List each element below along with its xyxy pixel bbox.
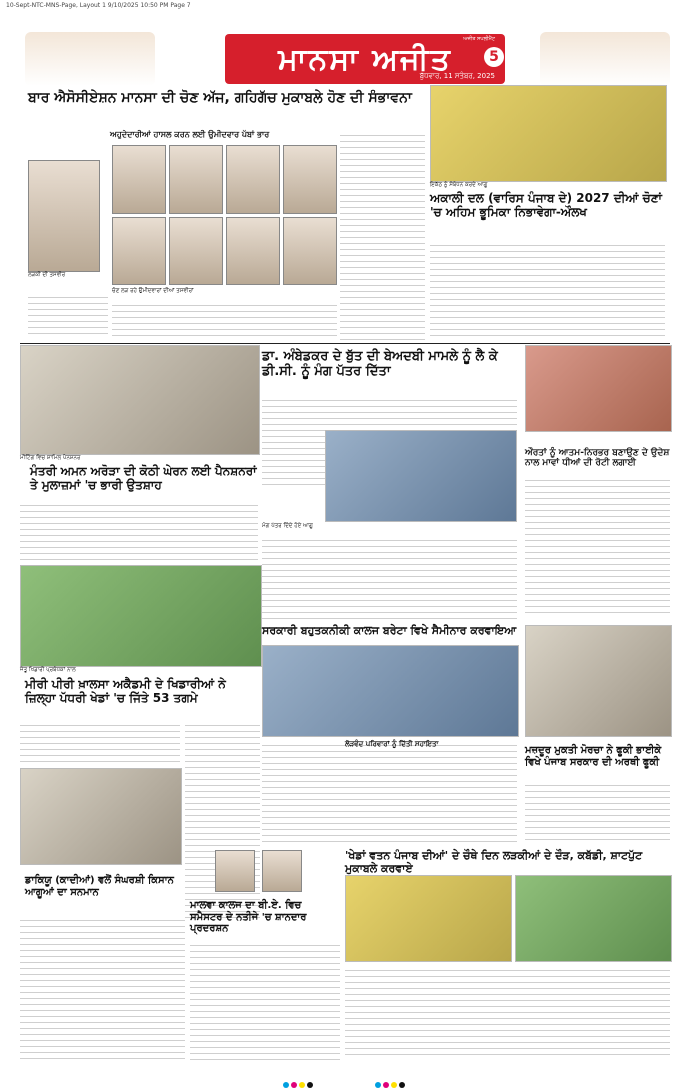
story8-photo: [525, 625, 672, 737]
story10-headline: ਮਾਲਵਾ ਕਾਲਜ ਦਾ ਬੀ.ਏ. ਵਿਚ ਸਮੈਸਟਰ ਦੇ ਨਤੀਜੇ 'ਚ ਸ਼ਾਨਦਾਰ ਪ੍ਰਦਰਸ਼ਨ: [190, 900, 307, 934]
story3-headline: ਡਾ. ਅੰਬੇਡਕਰ ਦੇ ਬੁੱਤ ਦੀ ਬੇਅਦਬੀ ਮਾਮਲੇ ਨੂੰ ਲੈ ਕੇ ਡੀ.ਸੀ. ਨੂੰ ਮੰਗ ਪੱਤਰ ਦਿੱਤਾ: [262, 349, 498, 379]
student-photo-2: [262, 850, 302, 892]
story8-headline: ਮਜ਼ਦੂਰ ਮੁਕਤੀ ਮੋਰਚਾ ਨੇ ਫੂਕੀ ਭਾਈਕੇ ਵਿਖੇ ਪੰਜਾਬ ਸਰਕਾਰ ਦੀ ਅਰਥੀ ਫੂਕੀ: [525, 745, 662, 768]
story5-photo: [525, 345, 672, 432]
masthead-small: ਅਜੀਤ ਸਪਲੀਮੈਂਟ: [463, 36, 495, 42]
masthead-title: ਮਾਨਸਾ ਅਜੀਤ: [278, 41, 452, 77]
story1-body-text-2: [112, 300, 337, 340]
story2-caption: ਇਕੱਠ ਨੂੰ ਸੰਬੋਧਨ ਕਰਦੇ ਆਗੂ: [430, 182, 488, 188]
story4-headline: ਮੰਤਰੀ ਅਮਨ ਅਰੋੜਾ ਦੀ ਕੋਠੀ ਘੇਰਨ ਲਈ ਪੈਨਸ਼ਨਰਾਂ ਤੇ ਮੁਲਾਜ਼ਮਾਂ 'ਚ ਭਾਰੀ ਉਤਸ਼ਾਹ: [30, 464, 257, 492]
story1-photo-caption: ਚੋਣ ਲੜ ਰਹੇ ਉਮੀਦਵਾਰਾਂ ਦੀਆਂ ਤਸਵੀਰਾਂ: [112, 288, 194, 294]
sports-team-photo: [20, 565, 262, 667]
story6-body-text: [262, 740, 517, 845]
print-registration-marks: [0, 1073, 687, 1081]
felicitation-photo: [20, 768, 182, 865]
story3-caption: ਮੰਗ ਪੱਤਰ ਦਿੰਦੇ ਹੋਏ ਆਗੂ: [262, 523, 313, 529]
story6-headline: ਸਰਕਾਰੀ ਬਹੁਤਕਨੀਕੀ ਕਾਲਜ ਬਰੇਟਾ ਵਿਖੇ ਸੈਮੀਨਾਰ ਕਰਵਾਇਆ: [262, 624, 517, 637]
story4-body-text: [20, 500, 258, 562]
story8-body-text: [525, 780, 670, 845]
student-photo-1: [215, 850, 255, 892]
story7-caption: ਜੇਤੂ ਖਿਡਾਰੀ ਪ੍ਰਬੰਧਕਾਂ ਨਾਲ: [20, 667, 76, 673]
story5-headline: ਔਰਤਾਂ ਨੂੰ ਆਤਮ-ਨਿਰਭਰ ਬਣਾਉਣ ਦੇ ਉਦੇਸ਼ ਨਾਲ ਮਾਵਾਂ ਧੀਆਂ ਦੀ ਰੋਟੀ ਲਗਾਈ: [525, 448, 670, 469]
story2-photo: [430, 85, 667, 182]
story2-body-text: [430, 240, 665, 340]
masthead-left-image: [25, 32, 155, 86]
story10-body-text: [190, 940, 340, 1060]
print-meta: 10-Sept-NTC-MNS-Page, Layout 1 9/10/2025 10:50 PM Page 7: [6, 2, 191, 9]
story1-inset-photo: [28, 160, 100, 272]
story9-headline: ਡਾਕਿਯੂ (ਕਾਦੀਆਂ) ਵਲੋਂ ਸੰਘਰਸ਼ੀ ਕਿਸਾਨ ਆਗੂਆਂ ਦਾ ਸਨਮਾਨ: [25, 875, 174, 898]
story11-body-text: [345, 965, 670, 1060]
story4-photo: [20, 345, 260, 455]
story3-photo: [325, 430, 517, 522]
masthead-date: ਬੁੱਧਵਾਰ, 11 ਸਤੰਬਰ, 2025: [419, 72, 495, 80]
story1-subhead: ਅਹੁਦੇਦਾਰੀਆਂ ਹਾਸਲ ਕਰਨ ਲਈ ਉਮੀਦਵਾਰ ਪੱਬਾਂ ਭਾਰ: [110, 130, 270, 139]
story1-headline: ਬਾਰ ਐਸੋਸੀਏਸ਼ਨ ਮਾਨਸਾ ਦੀ ਚੋਣ ਅੱਜ, ਗਹਿਗੱਚ ਮੁਕਾਬਲੇ ਹੋਣ ਦੀ ਸੰਭਾਵਨਾ: [28, 90, 412, 106]
story9-body-text: [20, 915, 185, 1060]
story11-photo-2: [515, 875, 672, 962]
story1-body-text-3: [340, 130, 425, 340]
story4-caption: ਮੀਟਿੰਗ ਵਿਚ ਸ਼ਾਮਿਲ ਪੈਨਸ਼ਨਰ: [20, 455, 81, 461]
story2-headline: ਅਕਾਲੀ ਦਲ (ਵਾਰਿਸ ਪੰਜਾਬ ਦੇ) 2027 ਦੀਆਂ ਚੋਣਾਂ 'ਚ ਅਹਿਮ ਭੂਮਿਕਾ ਨਿਭਾਵੇਗਾ-ਔਲਖ: [430, 191, 662, 219]
story5-body-text: [525, 475, 670, 615]
story3-body-text-2: [262, 535, 517, 620]
side-box-title: ਲੋੜਵੰਦ ਪਰਿਵਾਰਾਂ ਨੂੰ ਦਿੱਤੀ ਸਹਾਇਤਾ: [345, 740, 439, 748]
story1-inset-caption: ਲੜਕੀ ਦੀ ਤਸਵੀਰ: [28, 272, 66, 278]
candidate-photo-grid: [112, 145, 337, 285]
story1-body-text: [28, 292, 108, 338]
page-number: 5: [484, 47, 504, 67]
masthead-right-image: [540, 32, 670, 86]
story11-photo-1: [345, 875, 512, 962]
divider: [20, 343, 670, 344]
story7-headline: ਮੀਰੀ ਪੀਰੀ ਖ਼ਾਲਸਾ ਅਕੈਡਮੀ ਦੇ ਖਿਡਾਰੀਆਂ ਨੇ ਜ਼ਿਲ੍ਹਾ ਪੱਧਰੀ ਖੇਡਾਂ 'ਚ ਜਿੱਤੇ 53 ਤਗਮੇ: [25, 677, 226, 705]
story6-photo: [262, 645, 519, 737]
masthead: [225, 34, 505, 84]
story11-headline: 'ਖੇਡਾਂ ਵਤਨ ਪੰਜਾਬ ਦੀਆਂ' ਦੇ ਚੌਥੇ ਦਿਨ ਲੜਕੀਆਂ ਦੇ ਦੌੜ, ਕਬੱਡੀ, ਸ਼ਾਟਪੁੱਟ ਮੁਕਾਬਲੇ ਕਰਵਾਏ: [345, 849, 643, 875]
story7-body-text: [20, 720, 180, 765]
